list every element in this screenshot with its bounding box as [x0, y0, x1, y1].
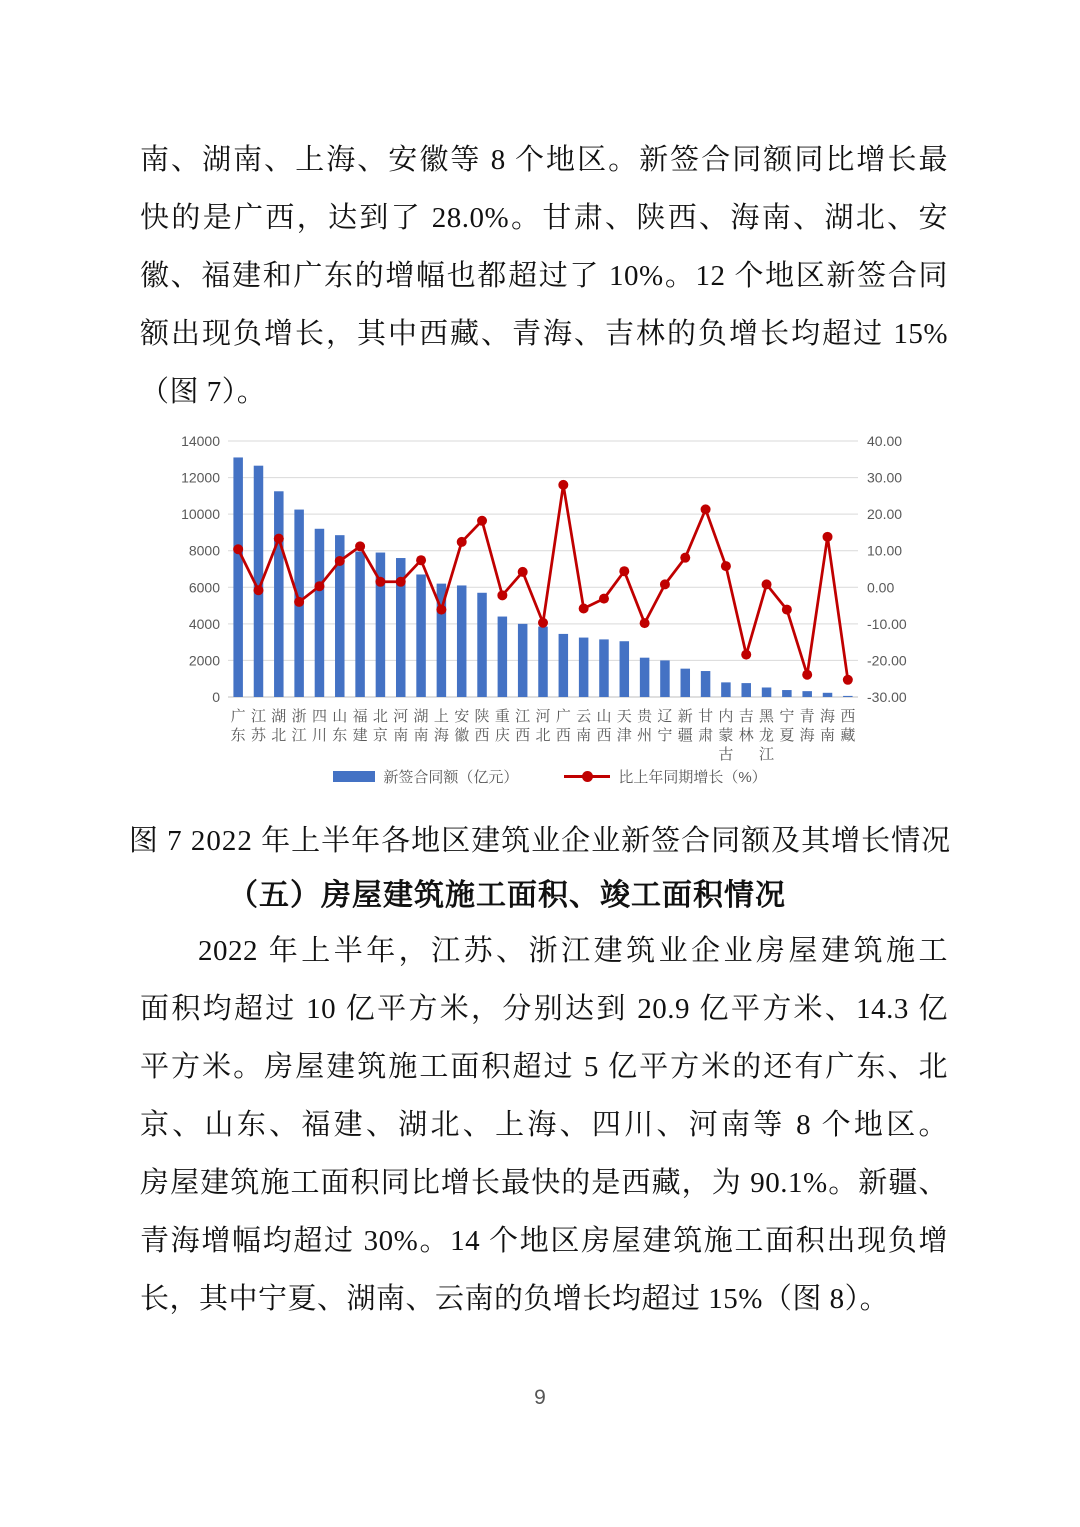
bar [741, 683, 751, 697]
bar [823, 693, 833, 697]
text-line: （图 7）。 [140, 376, 267, 408]
x-axis-category-label: 广西 [555, 708, 571, 744]
section-heading: （五）房屋建筑施工面积、竣工面积情况 [228, 879, 786, 912]
bar [843, 696, 853, 697]
data-point-marker [619, 566, 629, 576]
x-axis-category-label: 河南 [393, 708, 409, 744]
legend-label-bar: 新签合同额（亿元） [383, 768, 519, 786]
bar [660, 660, 670, 697]
x-axis-category-label: 江西 [515, 708, 531, 744]
right-axis-tick-label: 0.00 [867, 579, 895, 596]
bar [538, 627, 548, 697]
paragraph-body [140, 922, 948, 1328]
figure-7 [150, 432, 950, 786]
bar [559, 634, 569, 697]
right-axis-tick-label: 20.00 [867, 506, 903, 523]
data-point-marker [640, 618, 650, 628]
x-axis-category-label: 四川 [311, 708, 327, 744]
figure-caption: 图 7 2022 年上半年各地区建筑业企业新签合同额及其增长情况 [128, 825, 952, 857]
left-axis-tick-label: 4000 [188, 615, 220, 632]
x-axis-category-label: 黑龙江 [759, 708, 775, 762]
right-axis-tick-label: 30.00 [867, 469, 903, 486]
x-axis-category-label: 山西 [596, 708, 612, 744]
bar [782, 690, 792, 697]
legend-item-contract-amount [333, 766, 518, 787]
data-point-marker [721, 561, 731, 571]
x-axis-category-label: 青海 [799, 708, 815, 744]
x-axis-category-label: 上海 [433, 708, 449, 744]
text-line: 青海增幅均超过 30%。14 个地区房屋建筑施工面积出现负增 [140, 1225, 948, 1257]
x-axis-category-label: 湖南 [413, 708, 429, 744]
bar [681, 669, 691, 697]
right-axis-tick-label: -10.00 [867, 615, 907, 632]
data-point-marker [416, 555, 426, 565]
data-point-marker [355, 541, 365, 551]
x-axis-category-label: 福建 [352, 708, 368, 744]
legend-label-line: 比上年同期增长（%） [618, 768, 767, 786]
text-line: 徽、福建和广东的增幅也都超过了 10%。12 个地区新签合同 [140, 260, 948, 292]
bar [498, 617, 508, 697]
left-axis-tick-label: 10000 [181, 506, 220, 523]
text-line: 京、山东、福建、湖北、上海、四川、河南等 8 个地区。 [140, 1109, 948, 1141]
x-axis-category-label: 重庆 [494, 708, 510, 744]
right-axis-tick-label: 40.00 [867, 433, 903, 449]
data-point-marker [579, 603, 589, 613]
x-axis-category-label: 新疆 [677, 708, 693, 744]
left-axis-tick-label: 6000 [188, 579, 220, 596]
left-axis-tick-label: 0 [212, 689, 220, 705]
text-line: 面积均超过 10 亿平方米，分别达到 20.9 亿平方米、14.3 亿 [140, 993, 948, 1025]
bar-swatch-icon [333, 771, 375, 782]
x-axis-category-label: 西藏 [840, 708, 856, 744]
bar [355, 552, 365, 697]
bar [802, 691, 812, 697]
text-line: 快的是广西，达到了 28.0%。甘肃、陕西、海南、湖北、安 [140, 202, 948, 234]
data-point-marker [294, 597, 304, 607]
text-line: 长，其中宁夏、湖南、云南的负增长均超过 15%（图 8）。 [140, 1283, 890, 1315]
data-point-marker [741, 650, 751, 660]
bar [762, 687, 772, 697]
x-axis-category-label: 辽宁 [657, 708, 673, 744]
bar [315, 529, 325, 697]
text-line: 额出现负增长，其中西藏、青海、吉林的负增长均超过 15% [140, 318, 948, 350]
legend-item-growth [564, 766, 766, 787]
data-point-marker [436, 605, 446, 615]
bar [274, 491, 284, 697]
x-axis-category-label: 山东 [332, 708, 348, 744]
data-point-marker [823, 532, 833, 542]
bar [721, 682, 731, 697]
combo-chart [150, 432, 950, 762]
bar [233, 457, 243, 697]
data-point-marker [782, 605, 792, 615]
data-point-marker [558, 480, 568, 490]
bar [640, 658, 650, 697]
x-axis-category-label: 吉林 [738, 708, 754, 744]
data-point-marker [538, 618, 548, 628]
data-point-marker [396, 577, 406, 587]
left-axis-tick-label: 14000 [181, 433, 220, 449]
bar [620, 641, 630, 697]
data-point-marker [314, 581, 324, 591]
data-point-marker [497, 590, 507, 600]
data-point-marker [701, 504, 711, 514]
right-axis-tick-label: -20.00 [867, 652, 907, 669]
x-axis-category-label: 贵州 [637, 708, 653, 744]
x-axis-category-label: 甘肃 [698, 708, 714, 744]
bar [579, 638, 589, 697]
bar [416, 574, 426, 697]
bar [599, 639, 609, 697]
data-point-marker [843, 675, 853, 685]
bar [477, 593, 487, 697]
right-axis-tick-label: 10.00 [867, 542, 903, 559]
data-point-marker [375, 577, 385, 587]
data-point-marker [599, 594, 609, 604]
data-point-marker [253, 585, 263, 595]
data-point-marker [233, 544, 243, 554]
right-axis-tick-label: -30.00 [867, 689, 907, 705]
x-axis-category-label: 江苏 [250, 708, 266, 744]
text-line: 南、湖南、上海、安徽等 8 个地区。新签合同额同比增长最 [140, 144, 948, 176]
x-axis-category-label: 宁夏 [779, 708, 795, 744]
x-axis-category-label: 内蒙古 [718, 708, 734, 762]
data-point-marker [660, 579, 670, 589]
text-line: 房屋建筑施工面积同比增长最快的是西藏，为 90.1%。新疆、 [140, 1167, 948, 1199]
data-point-marker [680, 553, 690, 563]
x-axis-category-label: 云南 [576, 708, 592, 744]
x-axis-category-label: 河北 [535, 708, 551, 744]
x-axis-category-label: 湖北 [271, 708, 287, 744]
left-axis-tick-label: 8000 [188, 542, 220, 559]
line-swatch-icon [564, 775, 610, 778]
data-point-marker [477, 516, 487, 526]
chart-legend [150, 766, 950, 786]
x-axis-category-label: 浙江 [291, 708, 307, 744]
data-point-marker [457, 537, 467, 547]
data-point-marker [802, 670, 812, 680]
text-line: 2022 年上半年，江苏、浙江建筑业企业房屋建筑施工 [198, 935, 948, 967]
data-point-marker [274, 534, 284, 544]
x-axis-category-label: 广东 [230, 708, 246, 744]
x-axis-category-label: 海南 [820, 708, 836, 744]
data-point-marker [335, 556, 345, 566]
left-axis-tick-label: 2000 [188, 652, 220, 669]
bar [457, 585, 467, 697]
bar [701, 671, 711, 697]
bar [518, 624, 528, 697]
text-line: 平方米。房屋建筑施工面积超过 5 亿平方米的还有广东、北 [140, 1051, 948, 1083]
page-number: 9 [534, 1386, 546, 1409]
x-axis-category-label: 陕西 [474, 708, 490, 744]
paragraph-intro [140, 131, 948, 421]
data-point-marker [518, 567, 528, 577]
x-axis-category-label: 安徽 [454, 708, 470, 744]
x-axis-category-label: 北京 [372, 708, 388, 744]
data-point-marker [762, 579, 772, 589]
x-axis-category-label: 天津 [616, 708, 632, 744]
left-axis-tick-label: 12000 [181, 469, 220, 486]
